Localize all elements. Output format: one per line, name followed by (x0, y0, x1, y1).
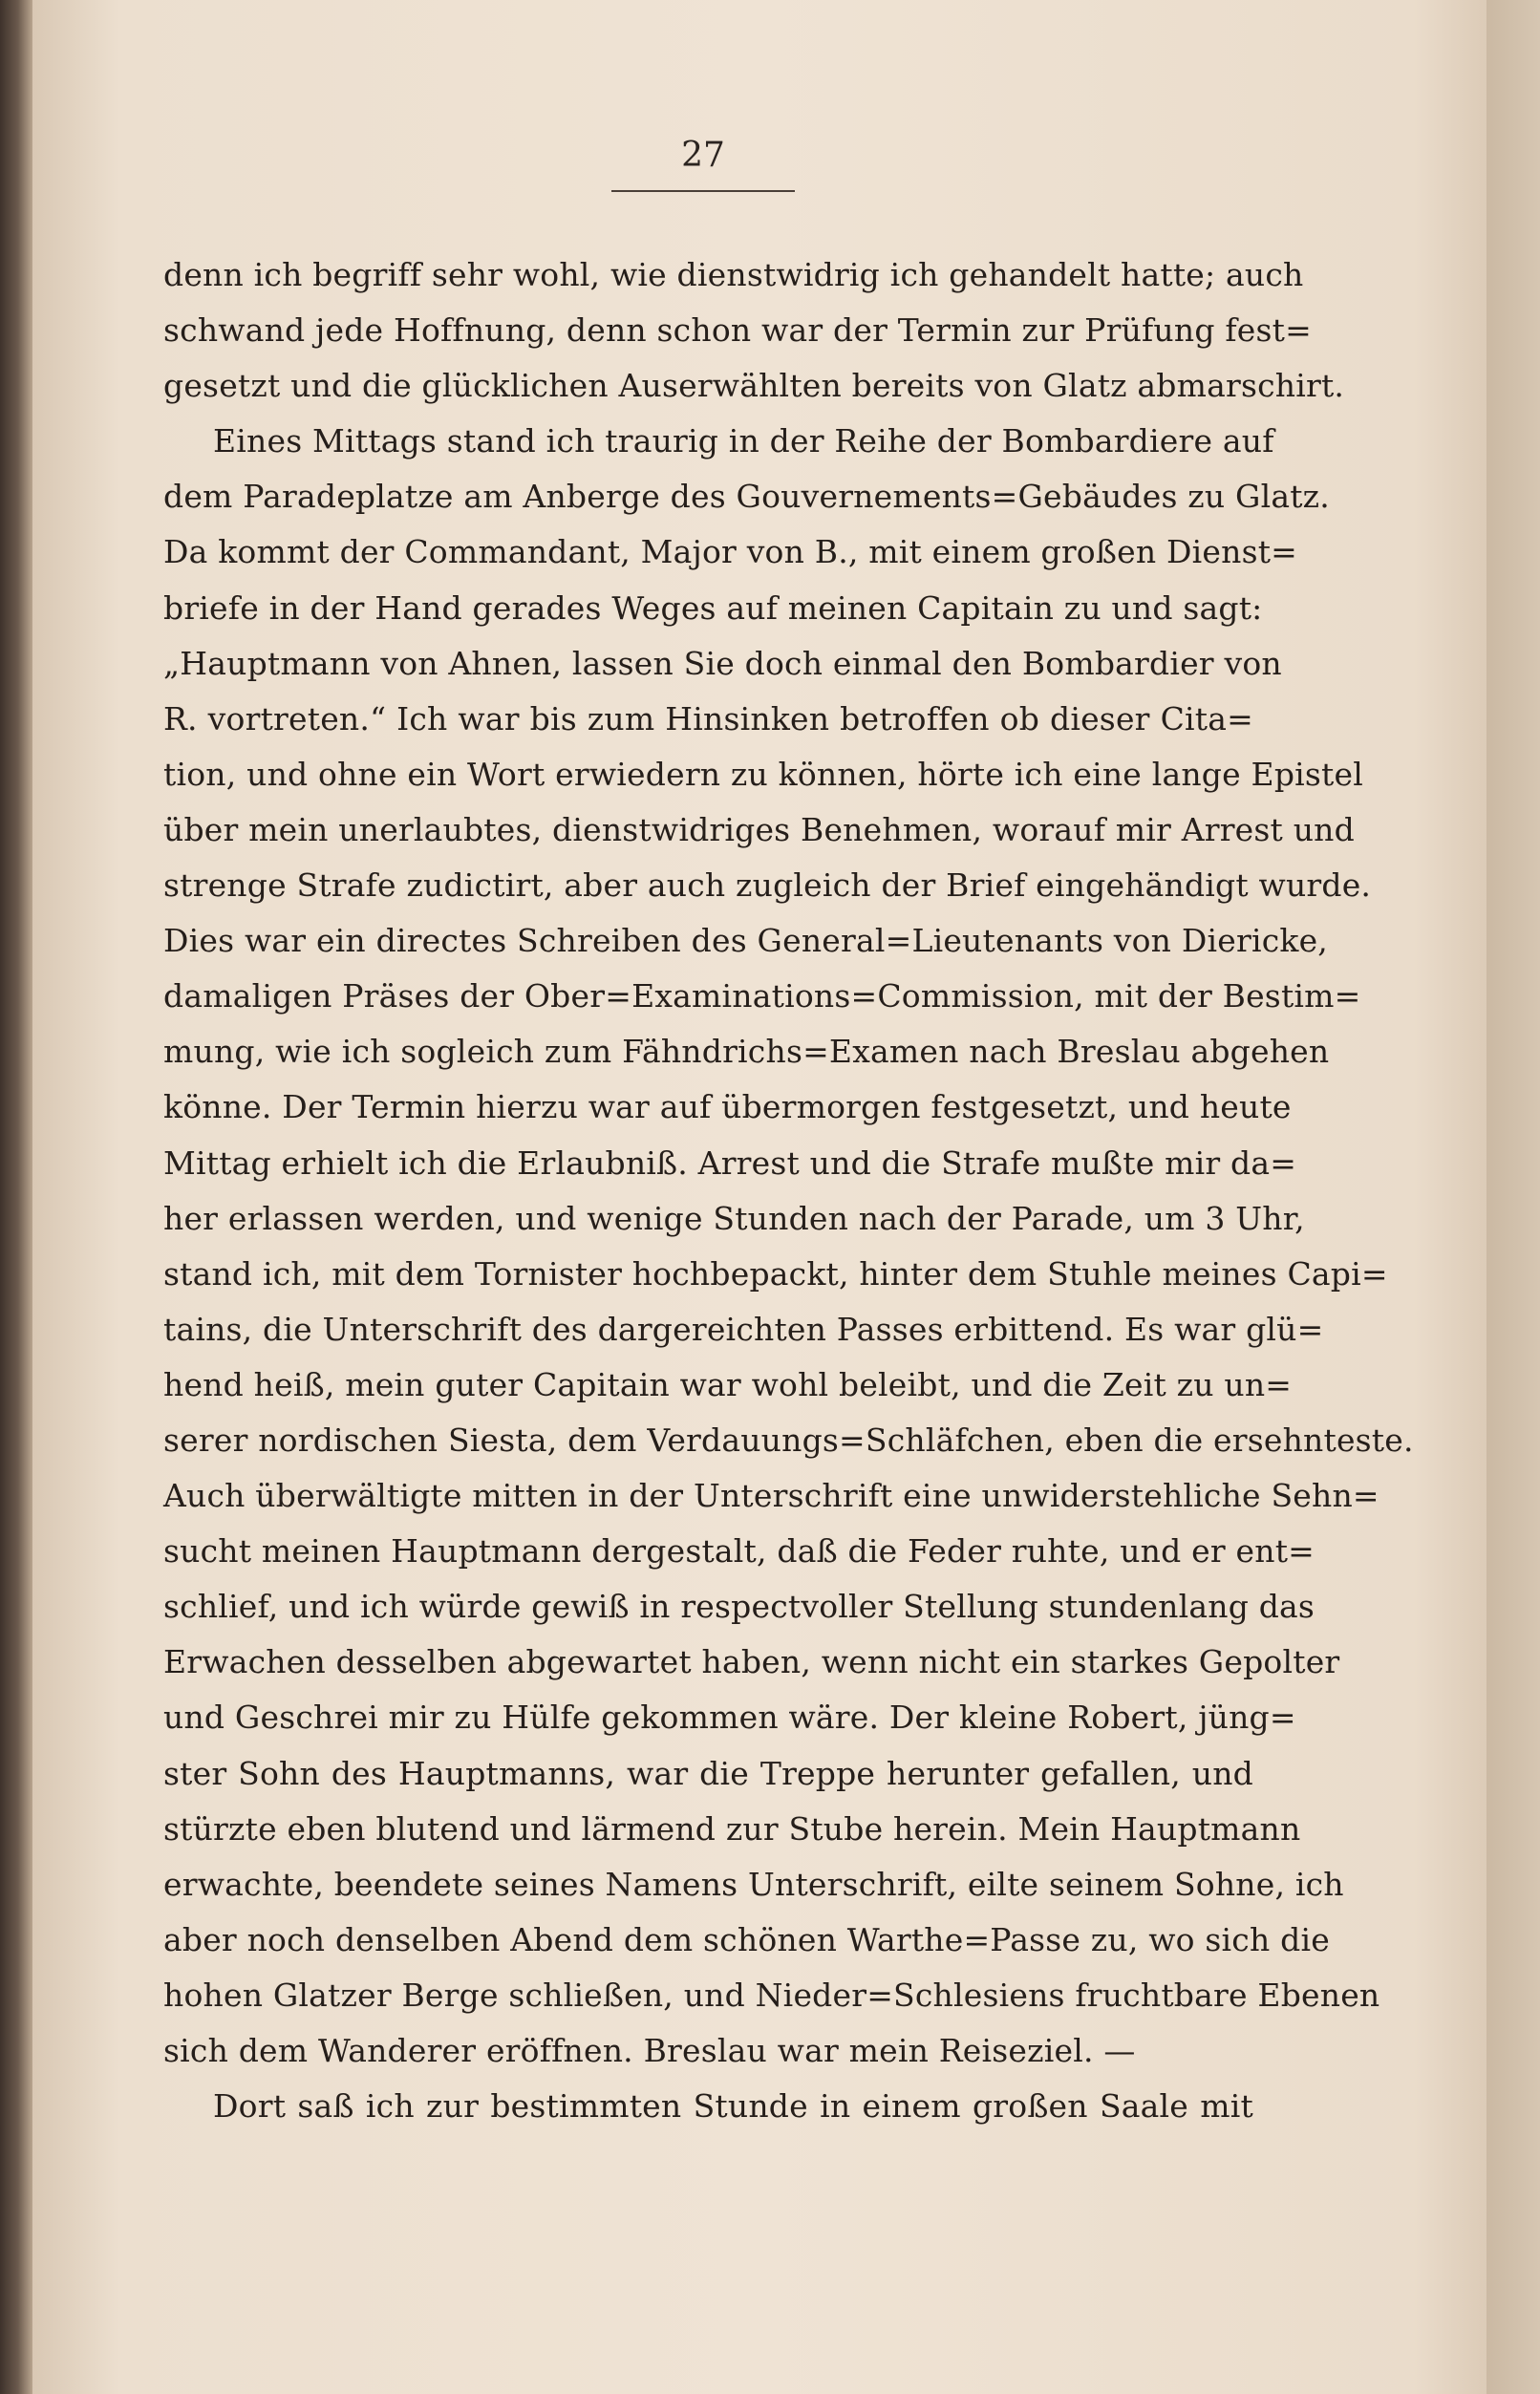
book-spine-shadow (0, 0, 32, 2394)
text-line: stürzte eben blutend und lärmend zur Stube herein. Mein Hauptmann (163, 1809, 1301, 1848)
page-number: 27 (681, 136, 725, 175)
text-line: Eines Mittags stand ich traurig in der Reihe der Bombardiere auf (213, 422, 1274, 460)
text-line: sich dem Wanderer eröffnen. Breslau war mein Reiseziel. — (163, 2032, 1136, 2069)
text-line: stand ich, mit dem Tornister hochbepackt, hinter dem Stuhle meines Capi= (163, 1254, 1388, 1293)
text-line: Erwachen desselben abgewartet haben, wenn nicht ein starkes Gepolter (163, 1643, 1340, 1681)
text-line: „Hauptmann von Ahnen, lassen Sie doch einmal den Bombardier von (163, 644, 1282, 682)
text-line: über mein unerlaubtes, dienstwidriges Benehmen, worauf mir Arrest und (163, 810, 1355, 848)
text-line: mung, wie ich sogleich zum Fähndrichs=Examen nach Breslau abgehen (163, 1033, 1330, 1071)
text-line: schwand jede Hoffnung, denn schon war der Termin zur Prüfung fest= (163, 311, 1312, 350)
text-line: denn ich begriff sehr wohl, wie dienstwidrig ich gehandelt hatte; auch (163, 256, 1304, 293)
text-line: und Geschrei mir zu Hülfe gekommen wäre. Der kleine Robert, jüng= (163, 1699, 1296, 1737)
body-text (163, 247, 1414, 2134)
page-edge (1487, 0, 1540, 2394)
text-line: gesetzt und die glücklichen Auserwählten bereits von Glatz abmarschirt. (163, 367, 1345, 405)
header-rule (611, 190, 795, 192)
text-line: tains, die Unterschrift des dargereichten Passes erbittend. Es war glü= (163, 1310, 1324, 1348)
text-line: R. vortreten.“ Ich war bis zum Hinsinken betroffen ob dieser Cita= (163, 699, 1253, 737)
text-line: Da kommt der Commandant, Major von B., mit einem großen Dienst= (163, 533, 1298, 571)
text-line: erwachte, beendete seines Namens Unterschrift, eilte seinem Sohne, ich (163, 1865, 1344, 1903)
text-line: hend heiß, mein guter Capitain war wohl beleibt, und die Zeit zu un= (163, 1365, 1293, 1403)
text-line: dem Paradeplatze am Anberge des Gouvernements=Gebäudes zu Glatz. (163, 478, 1330, 516)
text-line: Mittag erhielt ich die Erlaubniß. Arrest und die Strafe mußte mir da= (163, 1144, 1297, 1182)
text-line: ster Sohn des Hauptmanns, war die Treppe herunter gefallen, und (163, 1754, 1253, 1792)
text-line: sucht meinen Hauptmann dergestalt, daß die Feder ruhte, und er ent= (163, 1532, 1315, 1571)
text-line: könne. Der Termin hierzu war auf übermorgen festgesetzt, und heute (163, 1088, 1292, 1126)
text-line: aber noch denselben Abend dem schönen Warthe=Passe zu, wo sich die (163, 1920, 1330, 1958)
text-line: damaligen Präses der Ober=Examinations=Commission, mit der Bestim= (163, 977, 1361, 1015)
text-line: strenge Strafe zudictirt, aber auch zugleich der Brief eingehändigt wurde. (163, 866, 1372, 905)
text-line: serer nordischen Siesta, dem Verdauungs=Schläfchen, eben die ersehnteste. (163, 1421, 1414, 1459)
text-line: briefe in der Hand gerades Weges auf meinen Capitain zu und sagt: (163, 588, 1263, 627)
text-line: hohen Glatzer Berge schließen, und Nieder=Schlesiens fruchtbare Ebenen (163, 1976, 1380, 2014)
text-line: schlief, und ich würde gewiß in respectvoller Stellung stundenlang das (163, 1588, 1315, 1626)
text-line: Dort saß ich zur bestimmten Stunde in einem großen Saale mit (213, 2087, 1253, 2126)
text-line: Auch überwältigte mitten in der Unterschrift eine unwiderstehliche Sehn= (163, 1477, 1380, 1515)
text-line: Dies war ein directes Schreiben des General=Lieutenants von Diericke, (163, 922, 1328, 960)
text-line: her erlassen werden, und wenige Stunden nach der Parade, um 3 Uhr, (163, 1199, 1305, 1237)
text-line: tion, und ohne ein Wort erwiedern zu können, hörte ich eine lange Epistel (163, 755, 1363, 793)
